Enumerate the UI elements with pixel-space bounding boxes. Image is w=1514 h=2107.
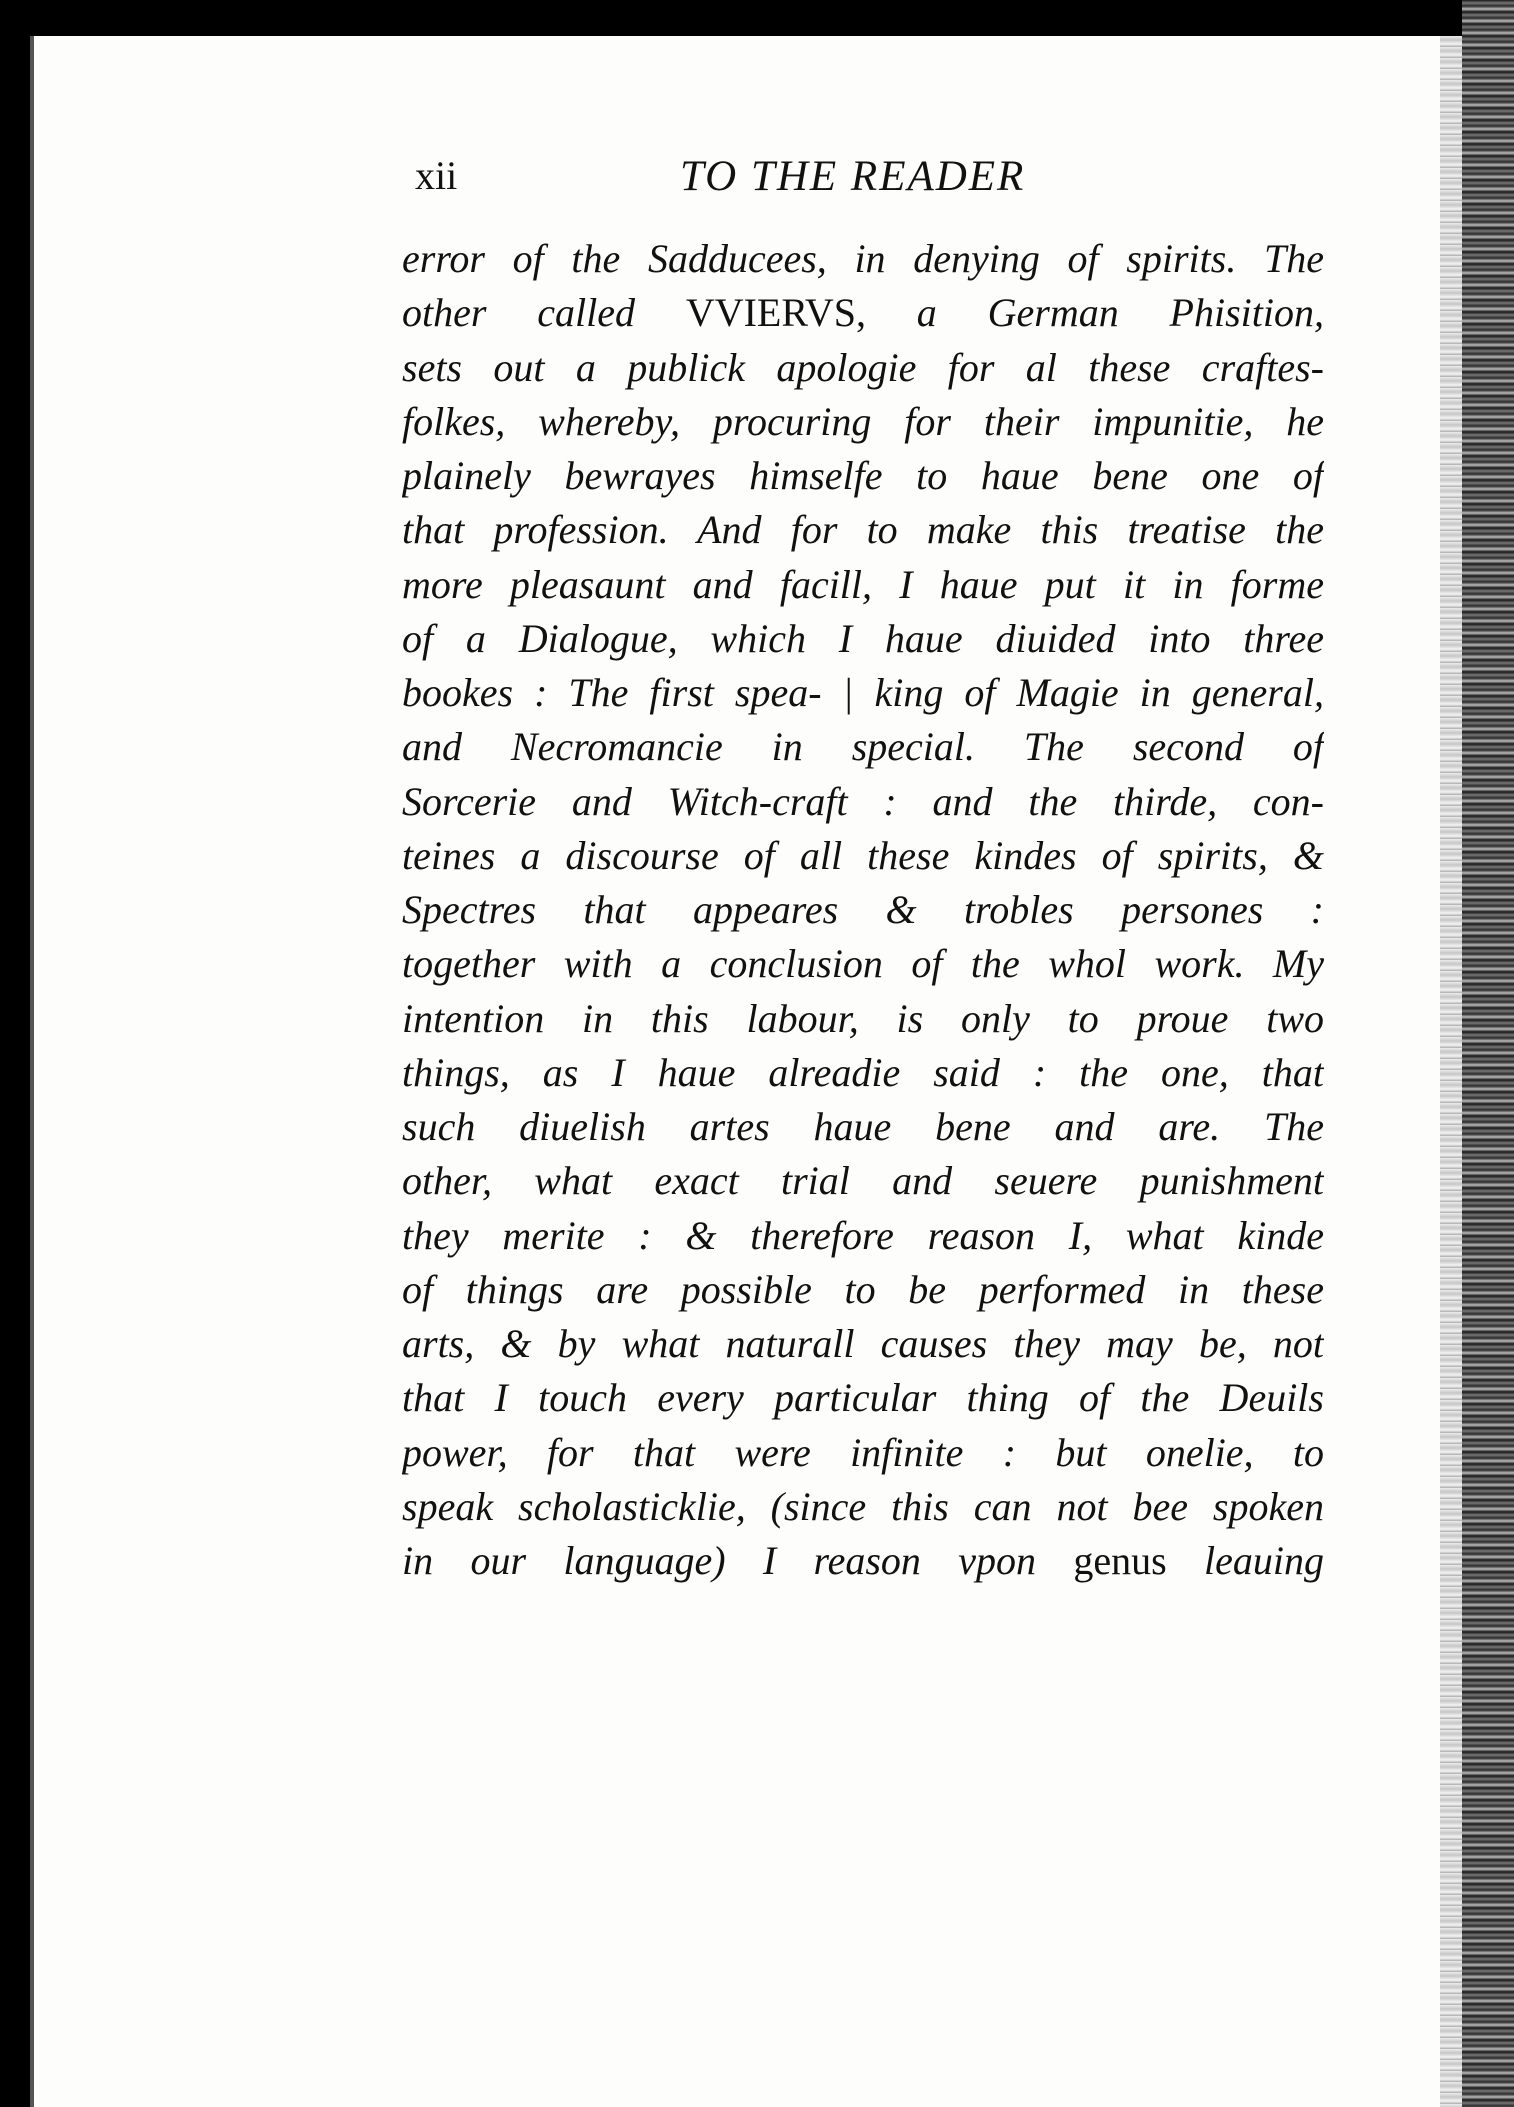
- text-line: [402, 666, 1324, 720]
- text-segment: together with a conclusion of the whol work. My: [402, 941, 1324, 987]
- text-segment: things, as I haue alreadie said : the one, that: [402, 1049, 1324, 1095]
- text-segment: that I touch every particular thing of the Deuils: [402, 1375, 1324, 1421]
- roman-text-segment: genus: [1073, 1538, 1167, 1583]
- text-line: [402, 558, 1324, 612]
- text-line: [402, 1209, 1324, 1263]
- text-segment: arts, & by what naturall causes they may be, not: [402, 1321, 1324, 1366]
- text-segment: bookes : The first spea- | king of Magie in general,: [402, 670, 1324, 715]
- scan-border-right: [1462, 0, 1514, 2107]
- text-line: [402, 883, 1324, 937]
- page-number: xii: [415, 153, 458, 198]
- text-line: [402, 1371, 1324, 1425]
- text-segment: Sorcerie and Witch-craft : and the thirde, con-: [402, 778, 1324, 824]
- text-segment: power, for that were infinite : but onelie, to: [402, 1429, 1324, 1475]
- text-segment: a German Phisition,: [865, 290, 1324, 336]
- text-line: [402, 937, 1324, 991]
- text-segment: intention in this labour, is only to proue two: [402, 995, 1324, 1041]
- text-segment: speak scholasticklie, (since this can not bee spoken: [402, 1483, 1324, 1529]
- text-line: [402, 1263, 1324, 1317]
- text-segment: other called: [402, 290, 686, 336]
- text-segment: other, what exact trial and seuere punishment: [402, 1158, 1324, 1204]
- text-line: [402, 829, 1324, 883]
- text-line: [402, 1317, 1324, 1371]
- text-segment: they merite : & therefore reason I, what kinde: [402, 1212, 1324, 1258]
- text-line: [402, 286, 1324, 340]
- text-line: [402, 612, 1324, 666]
- text-segment: of a Dialogue, which I haue diuided into three: [402, 615, 1324, 661]
- text-segment: such diuelish artes haue bene and are. The: [402, 1104, 1324, 1149]
- text-segment: Spectres that appeares & trobles persones :: [402, 887, 1324, 932]
- text-line: [402, 720, 1324, 774]
- text-line: [402, 1100, 1324, 1154]
- text-line: [402, 395, 1324, 449]
- text-line: [402, 1426, 1324, 1480]
- text-segment: folkes, whereby, procuring for their impunitie, he: [402, 398, 1324, 444]
- text-line: [402, 503, 1324, 557]
- text-line: [402, 232, 1324, 286]
- body-text: [402, 232, 1324, 1588]
- page-header: [415, 152, 1375, 212]
- text-segment: sets out a publick apologie for al these craftes-: [402, 344, 1324, 390]
- text-line: [402, 775, 1324, 829]
- roman-text-segment: VVIERVS,: [685, 290, 866, 336]
- text-segment: of things are possible to be performed in these: [402, 1266, 1324, 1312]
- text-segment: and Necromancie in special. The second of: [402, 724, 1324, 770]
- text-segment: teines a discourse of all these kindes of spirits, &: [402, 832, 1324, 878]
- text-line: [402, 992, 1324, 1046]
- text-line: [402, 341, 1324, 395]
- text-segment: error of the Sadducees, in denying of spirits. The: [402, 236, 1324, 281]
- scan-border-top: [0, 0, 1514, 36]
- text-line: [402, 1046, 1324, 1100]
- text-segment: leauing: [1166, 1538, 1324, 1583]
- text-line: [402, 1154, 1324, 1208]
- text-line: [402, 449, 1324, 503]
- text-line: [402, 1480, 1324, 1534]
- running-head: TO THE READER: [680, 153, 1026, 200]
- text-segment: plainely bewrayes himselfe to haue bene one of: [402, 453, 1324, 498]
- text-segment: more pleasaunt and facill, I haue put it in forme: [402, 561, 1324, 607]
- text-segment: in our language) I reason vpon: [402, 1538, 1074, 1583]
- text-line: [402, 1534, 1324, 1588]
- text-segment: that profession. And for to make this treatise the: [402, 507, 1324, 553]
